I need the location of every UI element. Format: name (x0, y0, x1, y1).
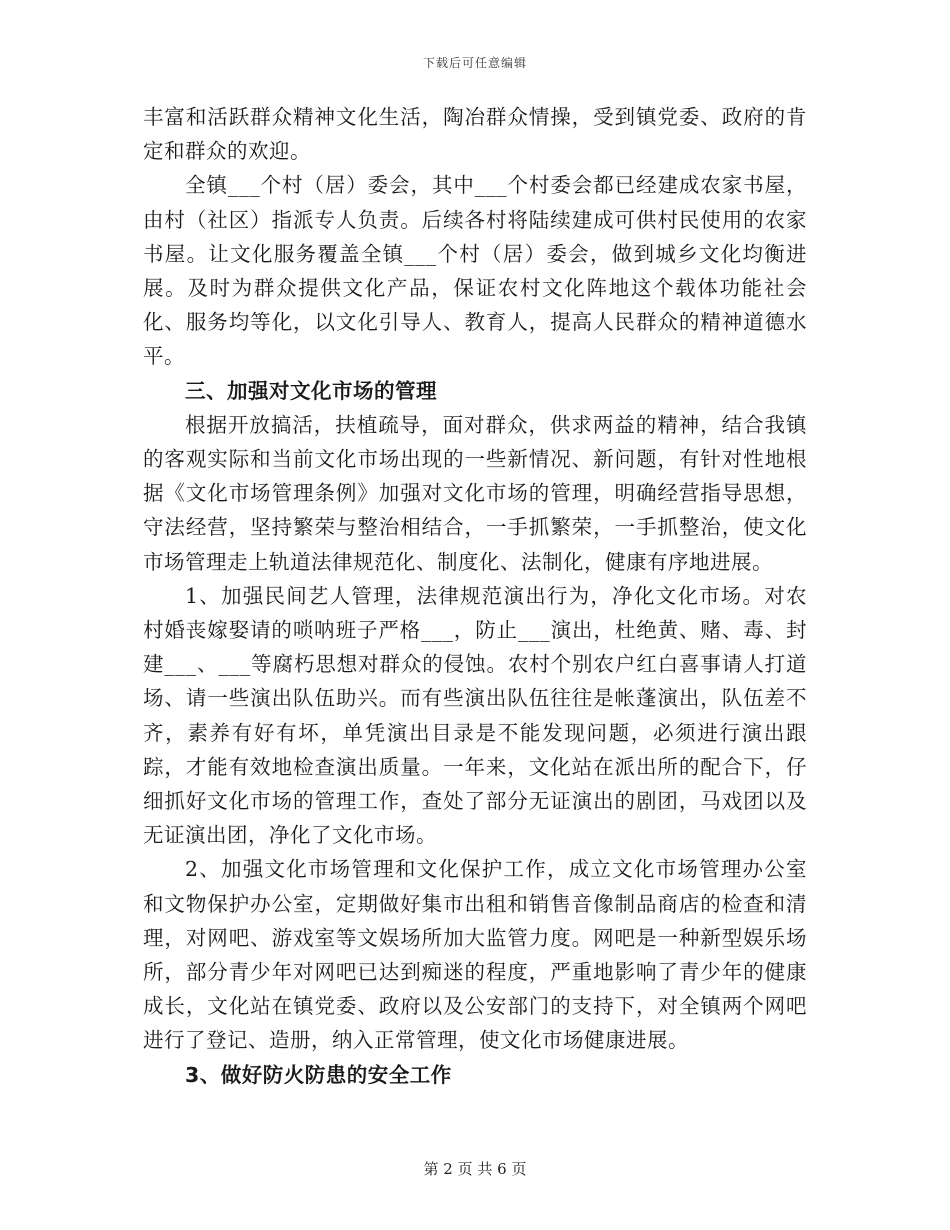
page-header: 下载后可任意编辑 (422, 56, 527, 70)
section-heading-market-management: 三、加强对文化市场的管理 (185, 378, 438, 403)
section-heading-fire-safety: 3、做好防火防患的安全工作 (185, 1062, 452, 1087)
page-number-footer: 第 2 页 共 6 页 (423, 1160, 527, 1178)
paragraph-market-protection: 2、加强文化市场管理和文化保护工作，成立文化市场管理办公室和文物保护办公室，定期做好集市出租和销售音像制品商店的检查和清理，对网吧、游戏室等文娱场所加大监管力度。网吧是一种新型娱乐场所，部分青少年对网吧已达到痴迷的程度，严重地影响了青少年的健康成长，文化站在镇党委、政府以及公安部门的支持下，对全镇两个网吧进行了登记、造册，纳入正常管理，使文化市场健康进展。 (143, 857, 807, 1053)
document-body (143, 100, 807, 1092)
paragraph-farm-bookhouse: 全镇___个村（居）委会，其中___个村委会都已经建成农家书屋，由村（社区）指派专人负责。后续各村将陆续建成可供村民使用的农家书屋。让文化服务覆盖全镇___个村（居）委会，做到城乡文化均衡进展。及时为群众提供文化产品，保证农村文化阵地这个载体功能社会化、服务均等化，以文化引导人、教育人，提高人民群众的精神道德水平。 (143, 173, 807, 369)
paragraph-market-principles: 根据开放搞活，扶植疏导，面对群众，供求两益的精神，结合我镇的客观实际和当前文化市场出现的一些新情况、新问题，有针对性地根据《文化市场管理条例》加强对文化市场的管理，明确经营指导思想，守法经营，坚持繁荣与整治相结合，一手抓繁荣，一手抓整治，使文化市场管理走上轨道法律规范化、制度化、法制化，健康有序地进展。 (143, 412, 807, 574)
paragraph-folk-artists: 1、加强民间艺人管理，法律规范演出行为，净化文化市场。对农村婚丧嫁娶请的唢呐班子严格___，防止___演出，杜绝黄、赌、毒、封建___、___等腐朽思想对群众的侵蚀。农村个别农户红白喜事请人打道场、请一些演出队伍助兴。而有些演出队伍往往是帐蓬演出，队伍差不齐，素养有好有坏，单凭演出目录是不能发现问题，必须进行演出跟踪，才能有效地检查演出质量。一年来，文化站在派出所的配合下，仔细抓好文化市场的管理工作，查处了部分无证演出的剧团，马戏团以及无证演出团，净化了文化市场。 (143, 583, 807, 848)
paragraph-culture-life: 丰富和活跃群众精神文化生活，陶冶群众情操，受到镇党委、政府的肯定和群众的欢迎。 (143, 105, 807, 164)
